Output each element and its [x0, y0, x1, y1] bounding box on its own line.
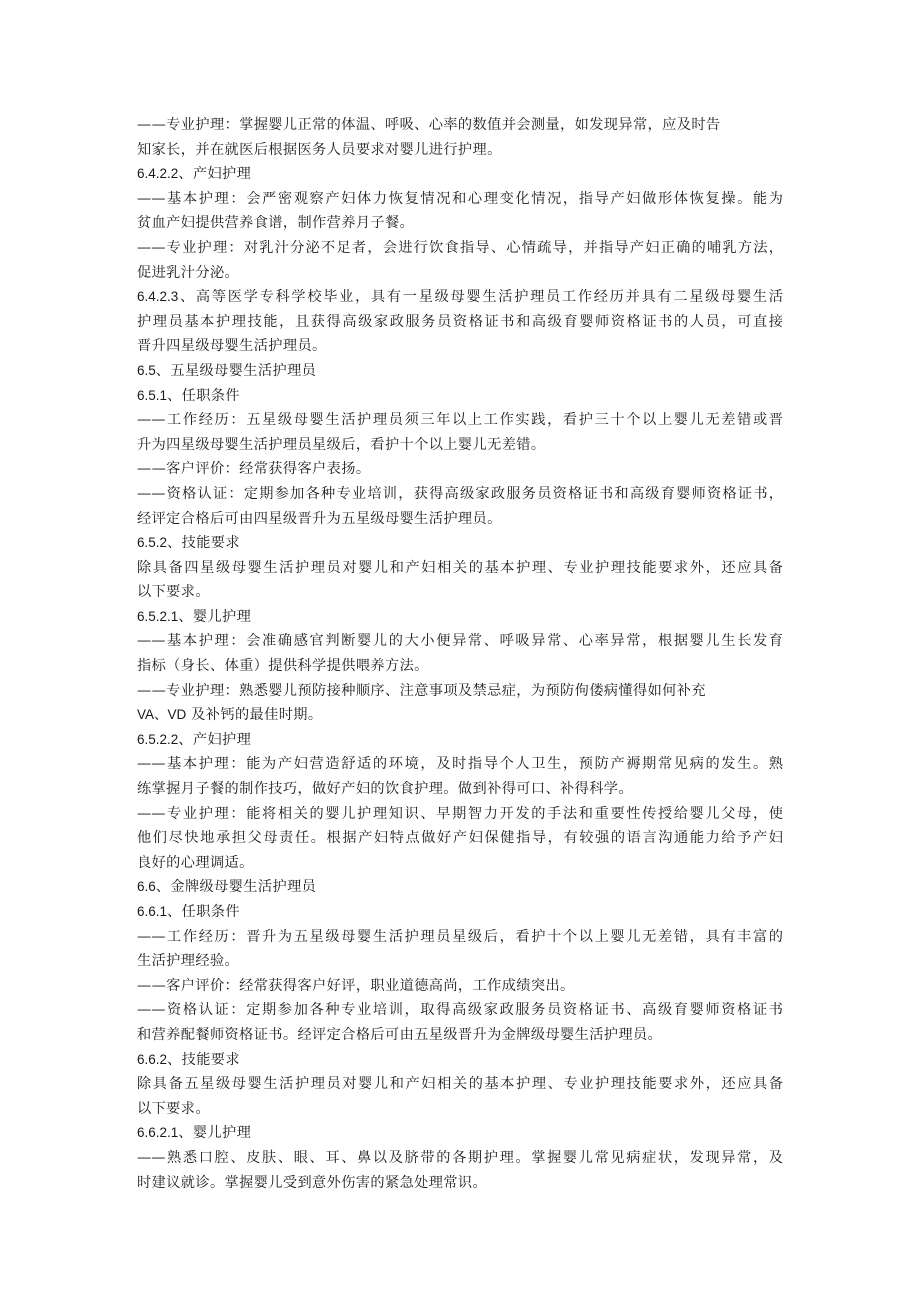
- body-text-line: [137, 1023, 783, 1048]
- line-text: 、产妇护理: [178, 731, 252, 748]
- line-text: 除具备五星级母婴生活护理员对婴儿和产妇相关的基本护理、专业护理技能要求外，还应具备: [137, 1076, 783, 1093]
- body-text-line: [137, 261, 783, 286]
- line-text: 良好的心理调适。: [137, 854, 254, 871]
- body-text-line: [137, 752, 783, 777]
- body-text-line: [137, 138, 783, 163]
- section-number: 6.6.1: [137, 904, 168, 919]
- body-text-line: [137, 580, 783, 605]
- body-text-line: [137, 777, 783, 802]
- line-text: 、五星级母婴生活护理员: [155, 362, 317, 379]
- line-text: 以下要求。: [137, 1100, 210, 1117]
- body-text-line: [137, 1171, 783, 1196]
- section-number: 6.5: [137, 362, 156, 378]
- line-text: ——基本护理：会严密观察产妇体力恢复情况和心理变化情况，指导产妇做形体恢复操。能为: [137, 190, 783, 207]
- section-number: 6.6: [137, 879, 156, 895]
- line-text: 和营养配餐师资格证书。经评定合格后可由五星级晋升为金牌级母婴生活护理员。: [137, 1026, 663, 1043]
- section-heading-line: [137, 900, 783, 925]
- line-text: 、任职条件: [167, 904, 240, 920]
- section-number: 6.5.2: [137, 535, 168, 551]
- section-heading-line: [137, 531, 783, 556]
- line-text: 练掌握月子餐的制作技巧，做好产妇的饮食护理。做到补得可口、补得科学。: [137, 781, 633, 798]
- line-text: ——客户评价：经常获得客户表扬。: [137, 461, 371, 478]
- body-text-line: [137, 457, 783, 482]
- line-text: ——基本护理：能为产妇营造舒适的环境，及时指导个人卫生，预防产褥期常见病的发生。熟: [137, 756, 783, 773]
- body-text-line: [137, 679, 783, 704]
- section-heading-line: [137, 1048, 783, 1073]
- body-text-line: [137, 334, 783, 359]
- body-text-line: [137, 802, 783, 827]
- body-text-line: [137, 482, 783, 507]
- line-text: 护理员基本护理技能，且获得高级家政服务员资格证书和高级育婴师资格证书的人员，可直接: [137, 313, 783, 330]
- line-text: ——工作经历：五星级母婴生活护理员须三年以上工作实践，看护三十个以上婴儿无差错或晋: [137, 412, 783, 429]
- line-text: ——工作经历：晋升为五星级母婴生活护理员星级后，看护十个以上婴儿无差错，具有丰富的: [137, 928, 783, 945]
- section-heading-line: [137, 703, 783, 728]
- line-text: ——专业护理：对乳汁分泌不足者，会进行饮食指导、心情疏导，并指导产妇正确的哺乳方法，: [137, 239, 783, 256]
- line-text: ——专业护理：熟悉婴儿预防接种顺序、注意事项及禁忌症，为预防佝偻病懂得如何补充: [137, 682, 706, 699]
- line-text: 生活护理经验。: [137, 953, 240, 970]
- body-text-line: [137, 408, 783, 433]
- body-text-line: [137, 1097, 783, 1122]
- section-number: 6.4.2.3: [137, 289, 179, 305]
- body-text-line: [137, 654, 783, 679]
- line-text: 促进乳汁分泌。: [137, 264, 240, 281]
- body-text-line: [137, 507, 783, 532]
- section-heading-line: [137, 605, 783, 630]
- section-number: 6.5.2.2: [137, 731, 179, 747]
- section-number: 6.5.2.1: [137, 608, 179, 624]
- line-text: ——熟悉口腔、皮肤、眼、耳、鼻以及脐带的各期护理。掌握婴儿常见病症状，发现异常，及: [137, 1149, 783, 1166]
- line-text: 、高等医学专科学校毕业，具有一星级母婴生活护理员工作经历并具有二星级母婴生活: [178, 289, 783, 306]
- body-text-line: [137, 826, 783, 851]
- line-text: 知家长，并在就医后根据医务人员要求对婴儿进行护理。: [137, 141, 502, 158]
- line-text: 时建议就诊。掌握婴儿受到意外伤害的紧急处理常识。: [137, 1174, 488, 1191]
- section-number: 6.4.2.2: [137, 166, 179, 182]
- section-heading-line: [137, 384, 783, 409]
- line-text: 及补钙的最佳时期。: [186, 707, 323, 724]
- line-text: 除具备四星级母婴生活护理员对婴儿和产妇相关的基本护理、专业护理技能要求外，还应具备: [137, 559, 783, 576]
- section-heading-line: [137, 728, 783, 753]
- line-text: ——专业护理：掌握婴儿正常的体温、呼吸、心率的数值并会测量，如发现异常，应及时告: [137, 117, 721, 133]
- body-text-line: [137, 851, 783, 876]
- body-text-line: [137, 211, 783, 236]
- line-text: 、技能要求: [167, 535, 240, 552]
- body-text-line: [137, 1146, 783, 1171]
- body-text-line: [137, 629, 783, 654]
- body-text-line: [137, 113, 783, 138]
- line-text: 、婴儿护理: [178, 1125, 252, 1142]
- body-text-line: [137, 998, 783, 1023]
- body-text-line: [137, 433, 783, 458]
- line-text: 升为四星级母婴生活护理员星级后，看护十个以上婴儿无差错。: [137, 436, 546, 453]
- section-heading-line: [137, 285, 783, 310]
- line-text: 贫血产妇提供营养食谱，制作营养月子餐。: [137, 215, 415, 232]
- section-number: 6.6.2: [137, 1051, 168, 1067]
- body-text-line: [137, 974, 783, 999]
- line-text: ——专业护理：能将相关的婴儿护理知识、早期智力开发的手法和重要性传授给婴儿父母，使: [137, 805, 783, 822]
- line-text: 指标（身长、体重）提供科学提供喂养方法。: [137, 658, 429, 675]
- line-text: 、产妇护理: [178, 166, 252, 183]
- body-text-line: [137, 1072, 783, 1097]
- line-text: ——基本护理：会准确感官判断婴儿的大小便异常、呼吸异常、心率异常，根据婴儿生长发育: [137, 633, 783, 650]
- line-text: 以下要求。: [137, 584, 210, 601]
- line-text: 、任职条件: [167, 387, 240, 404]
- section-number: 6.6.2.1: [137, 1125, 179, 1141]
- line-text: 、婴儿护理: [178, 608, 252, 625]
- body-text-line: [137, 236, 783, 261]
- body-text-line: [137, 310, 783, 335]
- line-text: 晋升四星级母婴生活护理员。: [137, 338, 327, 355]
- line-text: ——资格认证：定期参加各种专业培训，获得高级家政服务员资格证书和高级育婴师资格证书，: [137, 485, 783, 502]
- line-text: 他们尽快地承担父母责任。根据产妇特点做好产妇保健指导，有较强的语言沟通能力给予产妇: [137, 830, 783, 847]
- section-heading-line: [137, 359, 783, 384]
- body-text-line: [137, 949, 783, 974]
- section-number: 6.5.1: [137, 387, 168, 403]
- section-heading-line: [137, 875, 783, 900]
- line-text: ——资格认证：定期参加各种专业培训，取得高级家政服务员资格证书、高级育婴师资格证书: [137, 1002, 783, 1019]
- line-text: 经评定合格后可由四星级晋升为五星级母婴生活护理员。: [137, 510, 502, 527]
- body-text-line: [137, 187, 783, 212]
- section-number: VA、VD: [137, 707, 187, 723]
- section-heading-line: [137, 1121, 783, 1146]
- line-text: ——客户评价：经常获得客户好评，职业道德高尚，工作成绩突出。: [137, 977, 575, 994]
- section-heading-line: [137, 162, 783, 187]
- document-page: [137, 113, 783, 1195]
- line-text: 、金牌级母婴生活护理员: [155, 879, 317, 896]
- line-text: 、技能要求: [167, 1051, 240, 1068]
- body-text-line: [137, 556, 783, 581]
- body-text-line: [137, 925, 783, 950]
